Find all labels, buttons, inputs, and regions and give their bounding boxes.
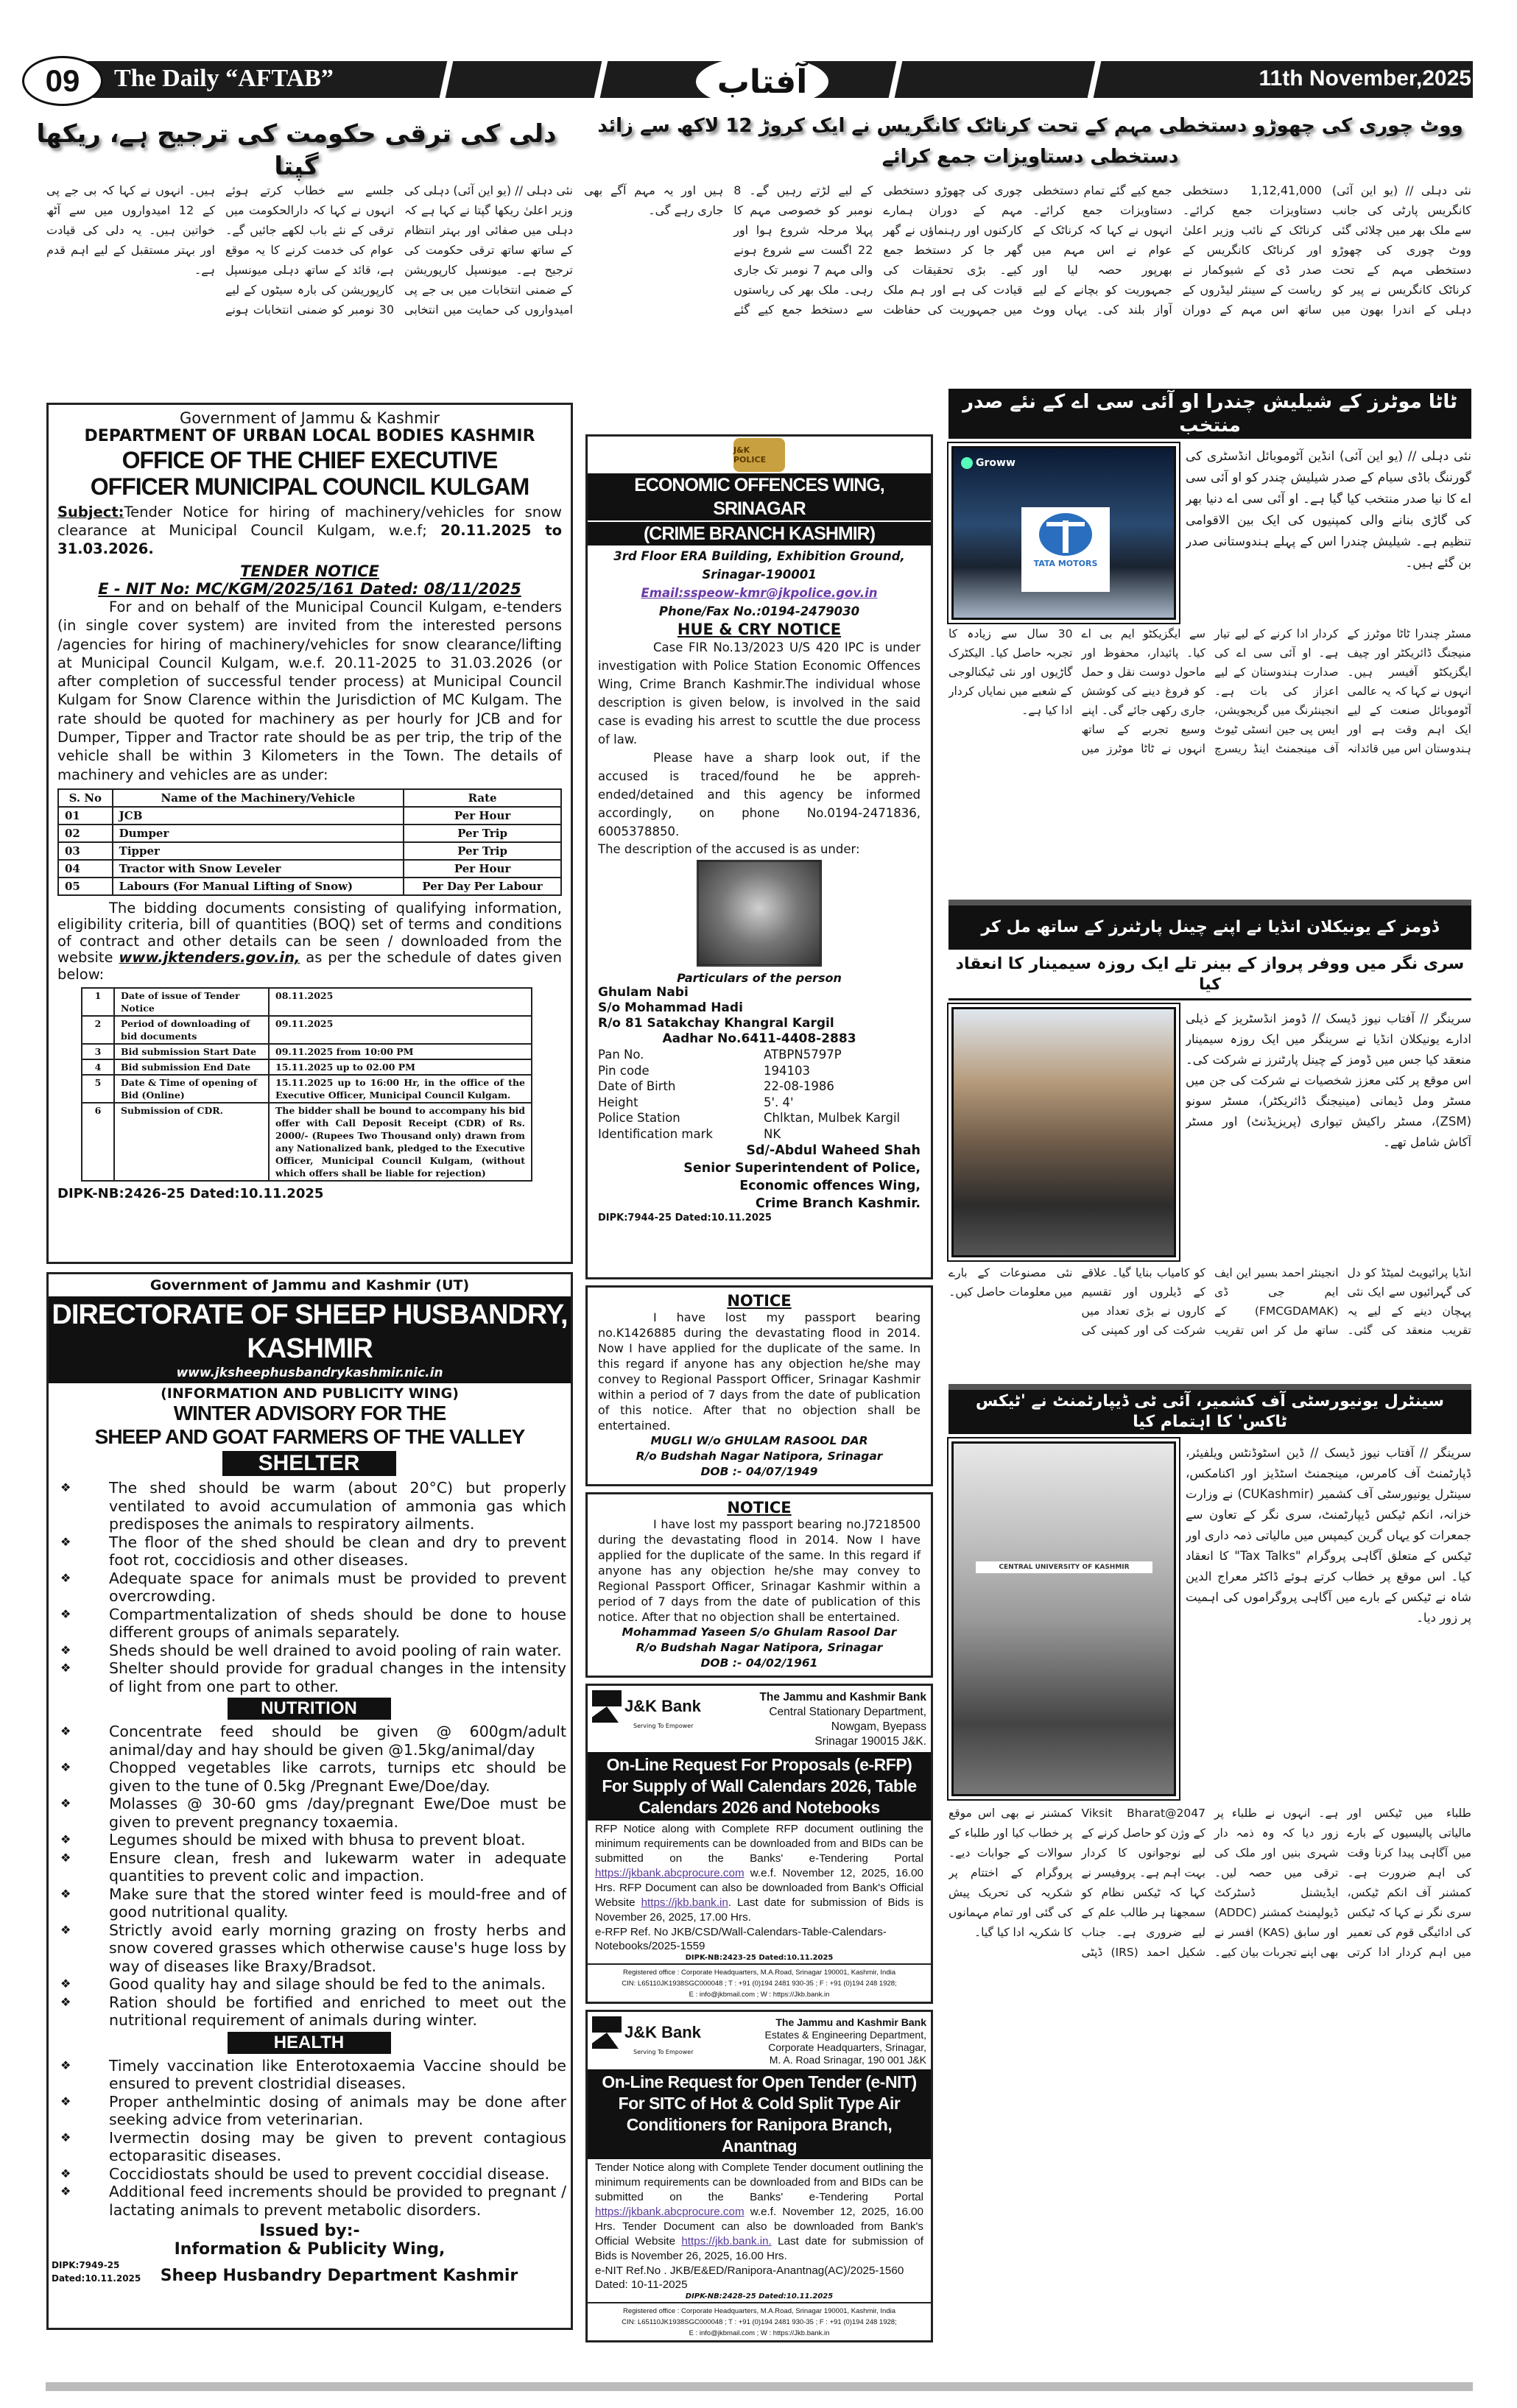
hue-and-cry-notice — [585, 434, 933, 1279]
signatory-wing: Economic offences Wing, — [739, 1179, 921, 1193]
detail-value: 5'. 4' — [764, 1095, 794, 1109]
cuk-body-below: طلباء میں ٹیکس اور مالیاتی پالیسیوں کے بارے میں آگاہی پیدا کرنا وقت کی اہم ضرورت ہے۔ کمشنر آف انکم ٹیکس، سری نگر نے کہا کہ ٹیکس کی ادائیگی قوم کی تعمیر میں اہم کردار ادا کرتی ہے۔ انہوں نے طلباء پر زور دیا کہ وہ ذمہ دار شہری بنیں اور ملک کی ترقی میں حصہ لیں۔ ایڈیشنل ڈسٹرکٹ ڈیولپمنٹ کمشنر (ADDC) اور سابق (KAS) افسر نے بھی اپنے تجربات بیان کیے۔ Viksit Bharat@2047 کے وژن کو حاصل کرنے کے لیے نوجوانوں کا کردار بہت اہم ہے۔ پروفیسر نے کہا کہ ٹیکس نظام کو سمجھنا ہر طالب علم کے لیے ضروری ہے۔ جناب شکیل احمد (IRS) ڈپٹی کمشنر نے بھی اس موقع پر خطاب کیا اور طلباء کے سوالات کے جوابات دیے۔ پروگرام کے اختتام پر شکریہ کی تحریک پیش کی گئی اور تمام مہمانوں کا شکریہ ادا کیا گیا۔ — [948, 1807, 1471, 1959]
signatory-name: Sd/-Abdul Waheed Shah — [746, 1143, 921, 1158]
table-header-row — [58, 789, 561, 807]
bank-notice-body — [588, 2159, 931, 2264]
passport-number-line: I have lost my passport bearing no.K1426885 — [598, 1310, 921, 1340]
phone-fax: Phone/Fax No.:0194-2479030 — [658, 604, 860, 618]
section-heading: HEALTH — [228, 2032, 391, 2054]
accused-details — [598, 1047, 921, 1142]
bank-logo-text: J&K Bank — [624, 1697, 701, 1715]
tender-notice-kulgam — [46, 403, 573, 1264]
issuer-footer-row — [49, 2259, 571, 2285]
table-row — [82, 1044, 532, 1059]
notice-text: during the devastating flood in 2014. Now I have applied for the duplicate of the same. In this regard if anyone has any objection he/she may convey to Regional Passport Officer, Srinagar Kashmir within a period of 7 days from the date of publication of this notice. After that no objection shall be entertained. — [598, 1533, 921, 1624]
table-row — [82, 1103, 532, 1181]
groww-watermark — [961, 457, 1016, 469]
date-cell: 15.11.2025 up to 02.00 PM — [269, 1059, 532, 1075]
advisory-title-1: WINTER ADVISORY FOR THE — [173, 1402, 446, 1424]
bidding-docs-para — [57, 900, 562, 984]
serial-cell: 3 — [82, 1044, 114, 1059]
table-row — [82, 1059, 532, 1075]
detail-row — [598, 1063, 921, 1079]
section-divider — [948, 1384, 1471, 1390]
jk-bank-logo-icon — [592, 1690, 622, 1723]
rate-cell: Per Hour — [404, 860, 561, 878]
address-line: The Jammu and Kashmir Bank — [759, 1691, 926, 1703]
applicant-dob: DOB :- 04/07/1949 — [700, 1465, 818, 1478]
tata-body-side: نئی دہلی // (یو این آئی) انڈین آٹوموبائل انڈسٹری کی گورننگ باڈی سیام کے صدر شیلیش چندر کو او آئی سی اے کا نیا صدر منتخب کیا گیا ہے۔ او آئی سی اے دنیا بھر کی گاڑی بنانے والی کمپنیوں کی ایک بین الاقوامی تنظیم ہے۔ شیلیش چندرا اس کے پہلے ہندوستانی صدر بن گئے ہیں۔ — [1186, 449, 1471, 571]
rate-cell: Per Hour — [404, 807, 561, 825]
table-row — [58, 878, 561, 895]
address-line-1: 3rd Floor ERA Building, Exhibition Ground, — [613, 549, 905, 563]
page-footer-bar — [46, 2382, 1473, 2391]
dipk-ref: DIPK-NB:2426-25 Dated:10.11.2025 — [57, 1186, 324, 1202]
article-text: نئی دہلی // (یو این آئی) کانگریس پارٹی کی جانب سے ملک بھر میں چلائی گئی ووٹ چوری کی چھوڑو دستخطی مہم کے تحت کرناٹک کانگریس نے پیر کو دہلی کے اندرا بھون میں 1,12,41,000 دستخطی دستاویزات جمع کرائے۔ کرناٹک کے نائب وزیر اعلیٰ اور کرناٹک کانگریس کے صدر ڈی کے شیوکمار نے ریاست کے سینئر لیڈروں کے ساتھ اس مہم کے دوران جمع کیے گئے تمام دستخطی دستاویزات جمع کرائے۔ انہوں نے کہا کہ کرناٹک کے عوام نے اس مہم میں بھرپور حصہ لیا اور جمہوریت کو بچانے کے لیے آواز بلند کی۔ یہاں ووٹ چوری کی چھوڑو دستخطی مہم کے دوران ہمارے کارکنوں اور رہنماؤں نے گھر گھر جا کر دستخط جمع کیے۔ بڑی تحقیقات کی قیادت کی ہے اور ہم ملک میں جمہوریت کی حفاظت کے لیے لڑتے رہیں گے۔ 8 نومبر کو خصوصی مہم کا پہلا مرحلہ شروع ہوا اور 22 اگست سے شروع ہونے والی مہم 7 نومبر تک جاری رہی۔ ملک بھر کی ریاستوں سے دستخط جمع کیے گئے ہیں اور یہ مہم آگے بھی جاری رہے گی۔ — [584, 183, 1471, 317]
date-cell: 09.11.2025 from 10:00 PM — [269, 1044, 532, 1059]
schedule-table — [81, 987, 532, 1182]
tata-motors-photo — [951, 446, 1176, 620]
table-row — [58, 860, 561, 878]
advisory-list — [52, 1723, 566, 2030]
address-line: M. A. Road Srinagar, 190 001 J&K — [769, 2054, 926, 2066]
eow-title: ECONOMIC OFFENCES WING, SRINAGAR — [588, 473, 931, 520]
abcprocure-link[interactable]: https://jkbank.abcprocure.com — [595, 2206, 745, 2218]
rate-cell: Per Trip — [404, 842, 561, 860]
para-text: The bidding documents consisting of qualifying information, eligibility criteria, bill of quantities (BOQ) set of terms and conditions of contract and other details can be seen / downloaded from the website — [57, 899, 562, 967]
advisory-sections — [49, 1451, 571, 2219]
body-text: Last date for submission of Bids is November 26, 2025, 16.00 Hrs. — [595, 2235, 923, 2262]
event-cell: Date of issue of Tender Notice — [114, 988, 269, 1016]
section-divider — [948, 900, 1471, 905]
advisory-item: ❖ Coccidiostats should be used to prevent coccidial disease. — [52, 2165, 566, 2183]
reference-number: e-RFP Ref. No JKB/CSD/Wall-Calendars-Table-Calendars-Notebooks/2025-1559 — [595, 1926, 887, 1952]
dipk-ref: DIPK-NB:2423-25 Dated:10.11.2025 — [588, 1953, 931, 1965]
cuk-headline-banner — [948, 1390, 1471, 1434]
advisory-item: ❖ Adequate space for animals must be provided to prevent overcrowding. — [52, 1570, 566, 1606]
address-line: Srinagar 190015 J&K. — [814, 1735, 926, 1748]
abcprocure-link[interactable]: https://jkbank.abcprocure.com — [595, 1867, 745, 1879]
article-body-karnataka — [584, 180, 1471, 386]
advisory-item: ❖ Legumes should be mixed with bhusa to prevent bloat. — [52, 1831, 566, 1849]
particulars-title: Particulars of the person — [677, 971, 842, 985]
table-row — [58, 807, 561, 825]
cuk-body-side: سرینگر // آفتاب نیوز ڈیسک // ڈین اسٹوڈنٹس ویلفیئر، ڈپارٹمنٹ آف کامرس، مینجمنٹ اسٹڈیز اور اکنامکس، سینٹرل یونیورسٹی آف کشمیر (CUKashmir) نے وزارت خزانہ، انکم ٹیکس ڈیپارٹمنٹ، سری نگر کے تعاون سے جمعرات کو یہاں گرین کیمپس میں مالیاتی ذمہ داری اور ٹیکس کے متعلق آگاہی پروگرام "Tax Talks" کا انعقاد کیا۔ اس موقع پر خطاب کرتے ہوئے ڈاکٹر معراج الدین شاہ نے ٹیکس کے بارے میں آگاہی پروگراموں کی اہمیت پر زور دیا۔ — [1186, 1446, 1471, 1625]
email-link[interactable]: Email:sspeow-kmr@jkpolice.gov.in — [641, 586, 878, 600]
bank-header — [588, 1686, 931, 1752]
page-number: 09 — [22, 56, 103, 106]
dipk-ref — [52, 2259, 155, 2285]
body-text: w.e.f. November 12, 2025, 16.00 Hrs. RFP Document can also be downloaded from Bank's Official Website — [595, 1867, 923, 1909]
dipk-ref: DIPK:7944-25 Dated:10.11.2025 — [598, 1212, 772, 1224]
dipk-ref: DIPK-NB:2428-25 Dated:10.11.2025 — [588, 2292, 931, 2303]
seminar-body-side: سرینگر // آفتاب نیوز ڈیسک // ڈومز انڈسٹریز کے ذیلی ادارے یونیکلان انڈیا نے سرینگر میں ایک روزہ سیمینار منعقد کیا جس میں ڈومز کے چینل پارٹنرز نے شرکت کی۔ اس موقع پر کئی معزز شخصیات نے شرکت کی جن میں مسٹر ومل ڈیمانی (مینیجنگ ڈائریکٹر)، مسٹر سونو (ZSM)، مسٹر راکیش تیواری (پریزیڈنٹ) اور مسٹر آکاش شامل تھے۔ — [1186, 1011, 1471, 1149]
tata-headline-banner — [948, 389, 1471, 439]
issuer-line-2: Sheep Husbandry Department Kashmir — [160, 2267, 518, 2285]
serial-cell: 05 — [58, 878, 113, 895]
dipk-date: Dated:10.11.2025 — [52, 2273, 141, 2284]
serial-cell: 01 — [58, 807, 113, 825]
notice-text: during the devastating flood in 2014. Now I have applied for the duplicate of the same. In this regard if anyone has any objection he/she may convey to Regional Passport Officer, Srinagar Kashmir within a period of 7 days from the date of publication of this notice. After that no objection shall be entertained. — [598, 1326, 921, 1433]
section-heading: NUTRITION — [228, 1698, 391, 1720]
detail-label: Height — [598, 1095, 638, 1109]
footer-line: E : info@jkbmail.com ; W : https://Jkb.bank.in — [689, 2329, 830, 2337]
dept-title: DIRECTORATE OF SHEEP HUSBANDRY, KASHMIR — [52, 1299, 568, 1364]
advisory-item: ❖ The floor of the shed should be clean and dry to prevent foot rot, coccidiosis and other diseases. — [52, 1533, 566, 1570]
advisory-item: ❖ Strictly avoid early morning grazing on frosty herbs and snow covered grasses which otherwise cause's huge loss by way of diseases like Braxy/Bradsot. — [52, 1921, 566, 1976]
bank-tagline: Serving To Empower — [633, 2049, 694, 2055]
footer-line: CIN: L65110JK1938SGC000048 ; T : +91 (0)194 2481 930-35 ; F : +91 (0)194 248 1928; — [622, 1980, 897, 1988]
date-cell: 09.11.2025 — [269, 1016, 532, 1044]
detail-label: Pin code — [598, 1063, 650, 1078]
machinery-cell: Tipper — [113, 842, 404, 860]
groww-logo-icon — [961, 457, 973, 469]
address-line: Corporate Headquarters, Srinagar, — [768, 2041, 926, 2053]
bank-footer — [588, 2303, 931, 2340]
seminar-headline-2: سری نگر میں ووفر پرواز کے بینر تلے ایک روزہ سیمینار کا انعقاد کیا — [955, 955, 1465, 994]
newspaper-logo: آفتاب — [696, 56, 828, 107]
event-cell: Date & Time of opening of Bid (Online) — [114, 1075, 269, 1103]
divider — [948, 998, 1471, 1000]
rate-cell: Per Day Per Labour — [404, 878, 561, 895]
table-row — [58, 842, 561, 860]
police-emblem — [588, 437, 931, 473]
dept-line: DEPARTMENT OF URBAN LOCAL BODIES KASHMIR — [84, 427, 535, 445]
issued-by: Issued by:- — [259, 2222, 360, 2240]
cuk-headline: سینٹرل یونیورسٹی آف کشمیر، آئی ٹی ڈیپارٹمنٹ نے 'ٹیکس ٹاکس' کا اہتمام کیا — [975, 1392, 1445, 1431]
footer-line: E : info@jkbmail.com ; W : https://Jkb.bank.in — [689, 1991, 830, 1999]
machinery-cell: Dumper — [113, 825, 404, 842]
serial-cell: 03 — [58, 842, 113, 860]
detail-row — [598, 1047, 921, 1063]
passport-notice — [585, 1285, 933, 1486]
rate-cell: Per Trip — [404, 825, 561, 842]
serial-cell: 2 — [82, 1016, 114, 1044]
footer-line: Registered office : Corporate Headquarters, M.A.Road, Srinagar 190001, Kashmir, India — [623, 2307, 895, 2315]
bank-notice-title: On-Line Request for Open Tender (e-NIT) For SITC of Hot & Cold Split Type Air Conditioners for Ranipora Branch, Anantnag — [588, 2069, 931, 2159]
advisory-item: ❖ Ration should be fortified and enriched to meet out the nutritional requirement of animals during winter. — [52, 1994, 566, 2030]
govt-line: Government of Jammu & Kashmir — [179, 409, 440, 427]
accused-residence: R/o 81 Satakchay Khangral Kargil — [598, 1016, 834, 1031]
serial-cell: 1 — [82, 988, 114, 1016]
machinery-cell: Labours (For Manual Lifting of Snow) — [113, 878, 404, 895]
para-text: as per the schedule of dates given below: — [57, 949, 562, 983]
notice-body — [598, 1310, 921, 1433]
footer-line: CIN: L65110JK1938SGC000048 ; T : +91 (0)194 2481 930-35 ; F : +91 (0)194 248 1928; — [622, 2318, 897, 2326]
advisory-item: ❖ Proper anthelmintic dosing of animals may be done after seeking advice from veterinarian. — [52, 2093, 566, 2129]
body-text: w.e.f. November 12, 2025, 16.00 Hrs. Tender Document can also be downloaded from Bank's Official Website — [595, 2206, 923, 2248]
detail-label: Date of Birth — [598, 1079, 676, 1093]
notice-para-1: Case FIR No.13/2023 U/S 420 IPC is under investigation with Police Station Economic Offences Wing, Crime Branch Kashmir.The individual whose description is given below, is involved in the said case is evading his arrest to scuttle the due process of law. — [598, 640, 921, 746]
date-cell: 08.11.2025 — [269, 988, 532, 1016]
notice-title: NOTICE — [727, 1292, 792, 1310]
column-header: Rate — [404, 789, 561, 807]
advisory-item: ❖ Chopped vegetables like carrots, turnips etc should be given to the tune of 0.5kg /Pregnant Ewe/Doe/day. — [52, 1759, 566, 1795]
advisory-item: ❖ Ensure clean, fresh and lukewarm water in adequate quantities to prevent colic and impaction. — [52, 1849, 566, 1885]
seminar-headline-2-wrap — [948, 953, 1471, 997]
cuk-banner-text: CENTRAL UNIVERSITY OF KASHMIR — [976, 1561, 1152, 1573]
bank-logo — [592, 2016, 703, 2066]
applicant-name: MUGLI W/o GHULAM RASOOL DAR — [650, 1434, 868, 1447]
tata-logo-text: TATA MOTORS — [1033, 559, 1098, 568]
subject-text: Tender Notice for hiring of machinery/vehicles for snow clearance at Municipal Council Kulgam, w.e.f; — [57, 504, 562, 539]
detail-label: Identification mark — [598, 1126, 713, 1141]
advisory-item: ❖ Compartmentalization of sheds should be done to house different groups of animals separately. — [52, 1606, 566, 1642]
middle-column — [585, 434, 933, 2342]
applicant-dob: DOB :- 04/02/1961 — [700, 1656, 818, 1670]
serial-cell: 02 — [58, 825, 113, 842]
advisory-item: ❖ Good quality hay and silage should be fed to the animals. — [52, 1975, 566, 1994]
notice-body — [598, 1517, 921, 1625]
nit-number: E - NIT No: MC/KGM/2025/161 Dated: 08/11/2025 — [98, 580, 521, 598]
advisory-item: ❖ Timely vaccination like Enterotoxaemia Vaccine should be ensured to prevent clostridial diseases. — [52, 2057, 566, 2093]
body-text: Tender Notice along with Complete Tender document outlining the minimum requirements can be downloaded from and BIDs can be submitted on the Banks' e-Tendering Portal — [595, 2161, 923, 2203]
column-header: Name of the Machinery/Vehicle — [113, 789, 404, 807]
advisory-item: ❖ Sheds should be well drained to avoid pooling of rain water. — [52, 1642, 566, 1660]
divider — [889, 61, 903, 98]
detail-row — [598, 1078, 921, 1095]
bank-notice-title: On-Line Request For Proposals (e-RFP) For Supply of Wall Calendars 2026, Table Calendars 2026 and Notebooks — [588, 1752, 931, 1821]
advisory-item: ❖ Additional feed increments should be provided to pregnant / lactating animals to prevent metabolic disorders. — [52, 2183, 566, 2219]
serial-cell: 4 — [82, 1059, 114, 1075]
tata-headline: ٹاٹا موٹرز کے شیلیش چندرا او آئی سی اے کے نئے صدر منتخب — [962, 391, 1457, 437]
tender-title: TENDER NOTICE — [240, 562, 379, 580]
groww-text: Groww — [976, 457, 1016, 469]
cuk-event-photo — [951, 1441, 1176, 1796]
table-row — [82, 1016, 532, 1044]
body-text: RFP Notice along with Complete RFP document outlining the minimum requirements can be downloaded from and BIDs can be submitted on the Banks' e-Tendering Portal — [595, 1823, 923, 1865]
machinery-cell: JCB — [113, 807, 404, 825]
seminar-headline-banner — [948, 905, 1471, 950]
address-line-2: Srinagar-190001 — [702, 568, 817, 582]
tata-logo-card — [1021, 507, 1110, 592]
passport-notice — [585, 1492, 933, 1678]
signatory-designation: Senior Superintendent of Police, — [683, 1161, 921, 1176]
detail-row — [598, 1126, 921, 1143]
notice-title: NOTICE — [727, 1499, 792, 1517]
passport-number-line: I have lost my passport bearing no.J7218500 — [653, 1517, 921, 1531]
event-cell: Bid submission Start Date — [114, 1044, 269, 1059]
paper-name: The Daily “AFTAB” — [114, 65, 334, 92]
reference-number: e-NIT Ref.No . JKB/E&ED/Ranipora-Anantnag(AC)/2025-1560 — [595, 2264, 904, 2277]
seminar-headline-1: ڈومز کے یونیکلان انڈیا نے اپنے چینل پارٹنرز کے ساتھ مل کر — [981, 918, 1439, 936]
footer-line: Registered office : Corporate Headquarters, M.A.Road, Srinagar 190001, Kashmir, India — [623, 1969, 895, 1977]
advisory-list — [52, 2057, 566, 2220]
address-line: The Jammu and Kashmir Bank — [775, 2016, 926, 2028]
divider — [440, 61, 454, 98]
applicant-address: R/o Budshah Nagar Natipora, Srinagar — [636, 1450, 883, 1463]
office-title: OFFICE OF THE CHIEF EXECUTIVE OFFICER MUNICIPAL COUNCIL KULGAM — [90, 447, 529, 500]
tata-body-below: مسٹر چندرا ٹاٹا موٹرز کے منیجنگ ڈائریکٹر اور چیف ایگزیکٹو آفیسر ہیں۔ انہوں نے کہا کہ یہ عالمی آٹوموبائل صنعت کے لیے ایک اہم وقت ہے اور ہندوستان اس میں قائدانہ کردار ادا کرنے کے لیے تیار ہے۔ او آئی سی اے کی صدارت ہندوستان کے لیے اعزاز کی بات ہے۔ انجینئرنگ میں گریجویشن، ایس پی جین انسٹی ٹیوٹ آف مینجمنٹ اینڈ ریسرچ سے ایگزیکٹو ایم بی اے کیا۔ پائیدار، محفوظ اور ماحول دوست نقل و حمل کو فروغ دینے کی کوشش جاری رکھی جائے گی۔ اپنے وسیع تجربے کے ساتھ انہوں نے ٹاٹا موٹرز میں 30 سال سے زیادہ کا تجربہ حاصل کیا۔ الیکٹرک گاڑیوں اور نئی ٹیکنالوجی کے شعبے میں نمایاں کردار ادا کیا ہے۔ — [948, 627, 1471, 755]
event-cell: Period of downloading of bid documents — [114, 1016, 269, 1044]
accused-father: S/o Mohammad Hadi — [598, 1000, 743, 1015]
detail-value: ATBPN5797P — [764, 1048, 842, 1062]
signatory-branch: Crime Branch Kashmir. — [755, 1196, 921, 1211]
bank-website-link[interactable]: https://jkb.bank.in. — [681, 2235, 772, 2248]
table-row — [58, 825, 561, 842]
issue-date: 11th November,2025 — [1259, 66, 1471, 91]
detail-value: NK — [764, 1126, 781, 1141]
crime-branch-title: (CRIME BRANCH KASHMIR) — [588, 522, 931, 545]
advisory-item: ❖ Shelter should provide for gradual changes in the intensity of light from one part to other. — [52, 1659, 566, 1695]
headline-rekha-gupta: دلی کی ترقی حکومت کی ترجیح ہے، ریکھا گپتا — [36, 119, 557, 181]
applicant-address: R/o Budshah Nagar Natipora, Srinagar — [636, 1641, 883, 1654]
bank-website-link[interactable]: https://jkb.bank.in — [641, 1896, 728, 1909]
table-row — [82, 988, 532, 1016]
serial-cell: 04 — [58, 860, 113, 878]
seminar-body-below: انڈیا پرائیویٹ لمیٹڈ کو دل کی گہرائیوں سے ایک نئی پہچان دینے کے لیے یہ تقریب منعقد کی گئی۔ انجینئر احمد بسیر این ایف ایم جی ڈی (FMCGDAMAK) کے ساتھ مل کر اس تقریب کو کامیاب بنایا گیا۔ علاقے کے ڈیلروں اور تقسیم کاروں نے بڑی تعداد میں شرکت کی اور کمپنی کی نئی مصنوعات کے بارے میں معلومات حاصل کیں۔ — [948, 1266, 1471, 1337]
bank-notice-body — [588, 1821, 931, 1925]
bank-footer — [588, 1965, 931, 2002]
notice-title: HUE & CRY NOTICE — [677, 621, 842, 638]
notice-para-2: Please have a sharp look out, if the accused is traced/found he be appreh-ended/detained and this agency be informed accordingly, on phone No.0194-2471836, 6005378850. — [598, 751, 921, 838]
event-cell: Bid submission End Date — [114, 1059, 269, 1075]
table-row — [82, 1075, 532, 1103]
jk-bank-notice — [585, 2010, 933, 2342]
event-cell: Submission of CDR. — [114, 1103, 269, 1181]
divider — [1088, 61, 1102, 98]
divider — [594, 61, 608, 98]
accused-aadhar: Aadhar No.6411-4408-2883 — [662, 1031, 856, 1046]
bank-logo — [592, 1690, 703, 1749]
tender-body: For and on behalf of the Municipal Council Kulgam, e-tenders (in single cover system) are invited from the interested persons /agencies for hiring of machinery/vehicles for snow clearance/lifting at Municipal Council Kulgam, w.e.f. 20.11-2025 to 31.03.2026 (or after completion of successful tender process) at Municipal Council Kulgam for Snow Clarence within the Jurisdiction of MC Kulgam. The rate should be quoted for machinery as per hourly for JCB and for Dumper, Tipper and Tractor rate should be as per trip, the trip of the vehicle shall be within 3 Kilometers in the Town. The details of machinery and vehicles are as under: — [57, 599, 562, 783]
address-line: Central Stationary Department, — [769, 1706, 926, 1718]
advisory-item: ❖ The shed should be warm (about 20°C) but properly ventilated to avoid accumulation of ammonia gas which predisposes the animals to respiratory ailments. — [52, 1479, 566, 1533]
advisory-item: ❖ Molasses @ 30-60 gms /day/pregnant Ewe/Doe must be given to prevent pregnancy toxaemia. — [52, 1795, 566, 1831]
subject-label: Subject: — [57, 504, 124, 520]
date-cell: 15.11.2025 up to 16:00 Hr, in the office of the Executive Officer, Municipal Council Kulgam. — [269, 1075, 532, 1103]
detail-value: 22-08-1986 — [764, 1079, 834, 1093]
advisory-list — [52, 1479, 566, 1695]
detail-label: Pan No. — [598, 1048, 644, 1062]
detail-label: Police Station — [598, 1111, 680, 1125]
govt-line: Government of Jammu and Kashmir (UT) — [149, 1277, 470, 1293]
headline-karnataka-congress: ووٹ چوری کی چھوڑو دستخطی مہم کے تحت کرناٹک کانگریس نے ایک کروڑ 12 لاکھ سے زائد دستخطی دستاویزات جمع کرائے — [597, 115, 1463, 168]
sheep-husbandry-advisory — [46, 1272, 573, 2330]
subject-line — [57, 503, 562, 558]
section-heading: SHELTER — [222, 1451, 396, 1476]
advisory-item: ❖ Ivermectin dosing may be given to prevent contagious ectoparasitic diseases. — [52, 2129, 566, 2165]
left-column — [46, 403, 573, 2330]
body-text: . Last date for submission of Bids is November 26, 2025, 17.00 Hrs. — [595, 1896, 923, 1924]
tata-logo-icon — [1039, 513, 1092, 556]
advisory-item: ❖ Make sure that the stored winter feed is mould-free and of good nutritional quality. — [52, 1885, 566, 1921]
date-cell: The bidder shall be bound to accompany his bid offer with Call Deposit Receipt (CDR) of Rs. 2000/- (Rupees Two Thousand only) drawn from any Nationalized bank, pledged to the Executive Officer, Municipal Council Kulgam, (without which offers shall be liable for rejection) — [269, 1103, 532, 1181]
jk-bank-logo-icon — [592, 2016, 622, 2049]
accused-name: Ghulam Nabi — [598, 985, 689, 1000]
detail-row — [598, 1110, 921, 1126]
jk-bank-notice — [585, 1684, 933, 2004]
subject-dates: 20.11.2025 to 31.03.2026. — [57, 522, 562, 557]
bank-address — [759, 1690, 926, 1749]
applicant-name: Mohammad Yaseen S/o Ghulam Rasool Dar — [622, 1625, 897, 1639]
bank-logo-text: J&K Bank — [624, 2023, 701, 2041]
jktenders-link[interactable]: www.jktenders.gov.in, — [119, 949, 300, 967]
description-intro: The description of the accused is as under: — [598, 842, 860, 856]
bank-address — [765, 2016, 926, 2066]
column-header: S. No — [58, 789, 113, 807]
article-body-rekha-gupta: نئی دہلی // (یو این آئی) دہلی کی وزیر اعلیٰ ریکھا گپتا نے کہا ہے کہ دہلی میں صفائی اور بہتر انتظام کے ساتھ ساتھ ترقی حکومت کی ترجیح ہے۔ میونسپل کارپوریشن کے ضمنی انتخابات میں بی جے پی امیدواروں کی حمایت میں انتخابی جلسے سے خطاب کرتے ہوئے انہوں نے کہا کہ دارالحکومت میں ترقی کے نئے باب لکھے جائیں گے۔ عوام کی خدمت کرنے کا یہ موقع ہے، قائد کے ساتھ دہلی میونسپل کارپوریشن کی بارہ سیٹوں کے لیے 30 نومبر کو ضمنی انتخابات ہونے ہیں۔ انہوں نے کہا کہ بی جے پی کے 12 امیدواروں میں سے آٹھ خواتین ہیں۔ یہ دلی کی قیادت اور بہتر مستقبل کے لیے اہم قدم ہے۔ — [46, 183, 573, 317]
detail-value: Chlktan, Mulbek Kargil — [764, 1111, 901, 1125]
serial-cell: 6 — [82, 1103, 114, 1181]
dipk-number: DIPK:7949-25 — [52, 2260, 120, 2270]
machinery-cell: Tractor with Snow Leveler — [113, 860, 404, 878]
wing-line: (INFORMATION AND PUBLICITY WING) — [161, 1385, 459, 1402]
detail-value: 194103 — [764, 1063, 810, 1078]
serial-cell: 5 — [82, 1075, 114, 1103]
advisory-item: ❖ Concentrate feed should be given @ 600gm/adult animal/day and hay should be given @1.5kg/animal/day — [52, 1723, 566, 1759]
jk-police-emblem-icon: J&K POLICE — [733, 438, 785, 472]
dept-banner — [49, 1296, 571, 1383]
reference-date: Dated: 10-11-2025 — [595, 2278, 688, 2291]
issuer-line-1: Information & Publicity Wing, — [174, 2240, 446, 2259]
machinery-table — [57, 788, 562, 896]
bank-tagline: Serving To Empower — [633, 1723, 694, 1729]
bank-header — [588, 2012, 931, 2069]
dept-website[interactable]: www.jksheephusbandrykashmir.nic.in — [176, 1366, 443, 1380]
address-line: Nowgam, Byepass — [831, 1720, 926, 1733]
seminar-group-photo — [951, 1007, 1176, 1257]
address-line: Estates & Engineering Department, — [764, 2029, 926, 2041]
advisory-title-2: SHEEP AND GOAT FARMERS OF THE VALLEY — [94, 1425, 525, 1448]
detail-row — [598, 1095, 921, 1111]
accused-photo — [697, 860, 822, 967]
